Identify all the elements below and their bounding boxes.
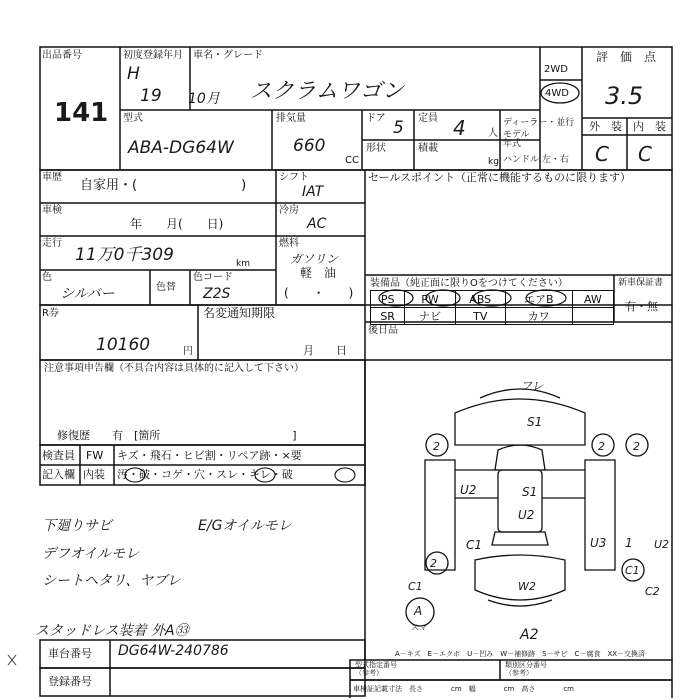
equip-pw: PW xyxy=(405,291,455,308)
car-name-label: 車名・グレード xyxy=(193,50,263,61)
equip-ps: PS xyxy=(371,291,405,308)
chassis-label: 車台番号 xyxy=(48,647,92,660)
doors-label: ドア xyxy=(366,113,386,124)
sales-point-label: セールスポイント（正常に機能するものに限ります） xyxy=(368,171,632,184)
diagram-top-label: フレ xyxy=(520,379,544,393)
equip-tv: TV xyxy=(455,308,505,325)
int-items: 汚・破・コゲ・穴・スレ・キレ・破 xyxy=(117,468,293,481)
interior-label: 内 装 xyxy=(633,120,666,133)
drive-4wd: 4WD xyxy=(545,88,569,99)
equipment-label: 装備品（純正面に限りOをつけてください） xyxy=(370,278,568,289)
drive-2wd: 2WD xyxy=(544,64,568,75)
shift-label: シフト xyxy=(279,172,309,183)
fuel-diesel: 軽 油 xyxy=(300,266,337,280)
color-label: 色 xyxy=(42,272,52,283)
displacement: 660 xyxy=(293,136,326,156)
mark-right-rear-2: 1 xyxy=(625,536,633,550)
notice-label: 名変通知期限 xyxy=(203,306,276,320)
warranty-value: 有・無 xyxy=(625,300,658,313)
mark-rear-door: W2 xyxy=(518,580,536,593)
load-label: 積載 xyxy=(418,143,438,154)
reg-year: 19 xyxy=(140,86,162,106)
color-code-label: 色コード xyxy=(193,272,233,283)
exterior-label: 外 装 xyxy=(589,120,622,133)
first-reg-label: 初度登録年月 xyxy=(123,50,183,61)
diagram-bottom-label: A2 xyxy=(520,627,539,643)
notes-label: 注意事項申告欄（不具合内容は具体的に記入して下さい） xyxy=(44,363,304,374)
note-1: 下廻りサビ xyxy=(42,518,112,534)
mark-rl-corner: C1 xyxy=(408,580,423,593)
fw-items: キズ・飛石・ヒビ割・リペア跡・×要 xyxy=(117,449,302,462)
persons-unit: 人 xyxy=(488,128,498,139)
entry-label: 記入欄 xyxy=(42,468,75,481)
note-3: デフオイルモレ xyxy=(42,546,140,562)
car-name: スクラムワゴン xyxy=(250,79,404,104)
mark-rr-wheel: C1 xyxy=(625,564,640,577)
equip-airbag: エアB xyxy=(505,291,572,308)
exterior-grade: C xyxy=(595,142,609,166)
repair-label: 修復歴 有 [箇所 ] xyxy=(57,429,297,442)
inspection-value: 年 月( 日) xyxy=(130,217,224,231)
equip-blank xyxy=(572,308,613,325)
mark-spare: A xyxy=(414,604,423,618)
mileage: 11万0千309 xyxy=(75,245,174,265)
mark-left-front: U2 xyxy=(460,483,477,497)
aircon-value: AC xyxy=(307,216,327,232)
color-value: シルバー xyxy=(60,286,115,302)
dims-label: 車検証記載寸法 長さ cm 幅 cm 高さ cm xyxy=(353,685,575,693)
chassis-number: DG64W-240786 xyxy=(118,643,229,659)
kg-unit: kg xyxy=(488,157,499,167)
recycle-unit: 円 xyxy=(183,346,193,357)
handle-label: ハンドル 左・右 xyxy=(503,155,569,165)
mark-rl-wheel: 2 xyxy=(430,557,437,570)
mark-left-rear: C1 xyxy=(466,538,483,552)
cc-unit: CC xyxy=(345,155,359,166)
model-code: ABA-DG64W xyxy=(128,138,234,158)
recycle-fee: 10160 xyxy=(96,335,151,355)
mark-roof-1: S1 xyxy=(522,485,538,499)
model-year-label: モデル 年式 xyxy=(503,130,530,149)
reg-month: 10月 xyxy=(188,91,220,107)
history-value: 自家用・( ) xyxy=(80,178,247,193)
equip-aw: AW xyxy=(572,291,613,308)
plate-label: 登録番号 xyxy=(48,675,92,688)
interior-grade: C xyxy=(638,142,652,166)
aircon-label: 冷房 xyxy=(279,205,299,216)
fuel-other: ( ・ ) xyxy=(284,286,354,300)
fuel-value: ガソリン xyxy=(290,252,339,266)
fuel-label: 燃料 xyxy=(279,238,299,249)
score-value: 3.5 xyxy=(605,82,644,110)
shape-label: 形状 xyxy=(366,143,386,154)
category-no-label: 類別区分番号 （参考） xyxy=(505,661,547,677)
recycle-label: R券 xyxy=(42,308,59,319)
note-4: シートヘタリ、ヤブレ xyxy=(42,573,181,589)
equip-leather: カワ xyxy=(505,308,572,325)
equip-sr: SR xyxy=(371,308,405,325)
color-code: Z2S xyxy=(203,286,231,302)
dealer-label: ディーラー・並行 xyxy=(503,118,575,128)
mark-fr-wheel: 2 xyxy=(598,440,605,453)
lot-label: 出品番号 xyxy=(42,50,82,61)
mark-right-edge: U2 xyxy=(654,538,670,551)
model-label: 型式 xyxy=(123,113,143,124)
notice-value: 月 日 xyxy=(303,344,347,357)
mark-fl-wheel: 2 xyxy=(433,440,440,453)
inspector-label: 検査員 xyxy=(42,449,75,462)
mark-rr-corner: C2 xyxy=(645,585,660,598)
int-label: 内装 xyxy=(83,468,105,481)
rear-seat-label: 後日品 xyxy=(368,325,398,336)
history-label: 車歴 xyxy=(42,172,62,183)
reg-era: H xyxy=(127,64,140,84)
mark-right-rear: U3 xyxy=(590,536,607,550)
shift-value: IAT xyxy=(302,184,324,200)
note-2: E/Gオイルモレ xyxy=(198,518,292,534)
equip-navi: ナビ xyxy=(405,308,455,325)
grade-label: 評 価 点 xyxy=(596,50,657,64)
mark-spare-label: スマ xyxy=(411,623,427,632)
fw-label: FW xyxy=(86,449,104,462)
mileage-label: 走行 xyxy=(42,238,62,249)
equip-abs: ABS xyxy=(455,291,505,308)
km-unit: km xyxy=(236,259,250,269)
lot-number: 141 xyxy=(54,98,109,128)
equipment-table xyxy=(370,290,614,325)
displacement-label: 排気量 xyxy=(276,113,306,124)
mark-fr-wheel-2: 2 xyxy=(633,440,640,453)
doors: 5 xyxy=(393,118,404,138)
warranty-label: 新車保証書 xyxy=(618,278,664,288)
capacity: 4 xyxy=(453,116,466,140)
note-5: スタッドレス装着 外A㉝ xyxy=(35,623,189,639)
inspection-label: 車検 xyxy=(42,205,62,216)
color-change-label: 色替 xyxy=(156,282,176,293)
type-no-label: 型式指定番号 （参考） xyxy=(355,661,397,677)
capacity-label: 定員 xyxy=(418,113,438,124)
mark-roof-2: U2 xyxy=(518,508,535,522)
mark-hood: S1 xyxy=(527,415,543,429)
damage-legend: A－キズ E－エクボ U－凹み W－補修跡 S－サビ C－腐食 XX－交換済 xyxy=(395,650,646,658)
